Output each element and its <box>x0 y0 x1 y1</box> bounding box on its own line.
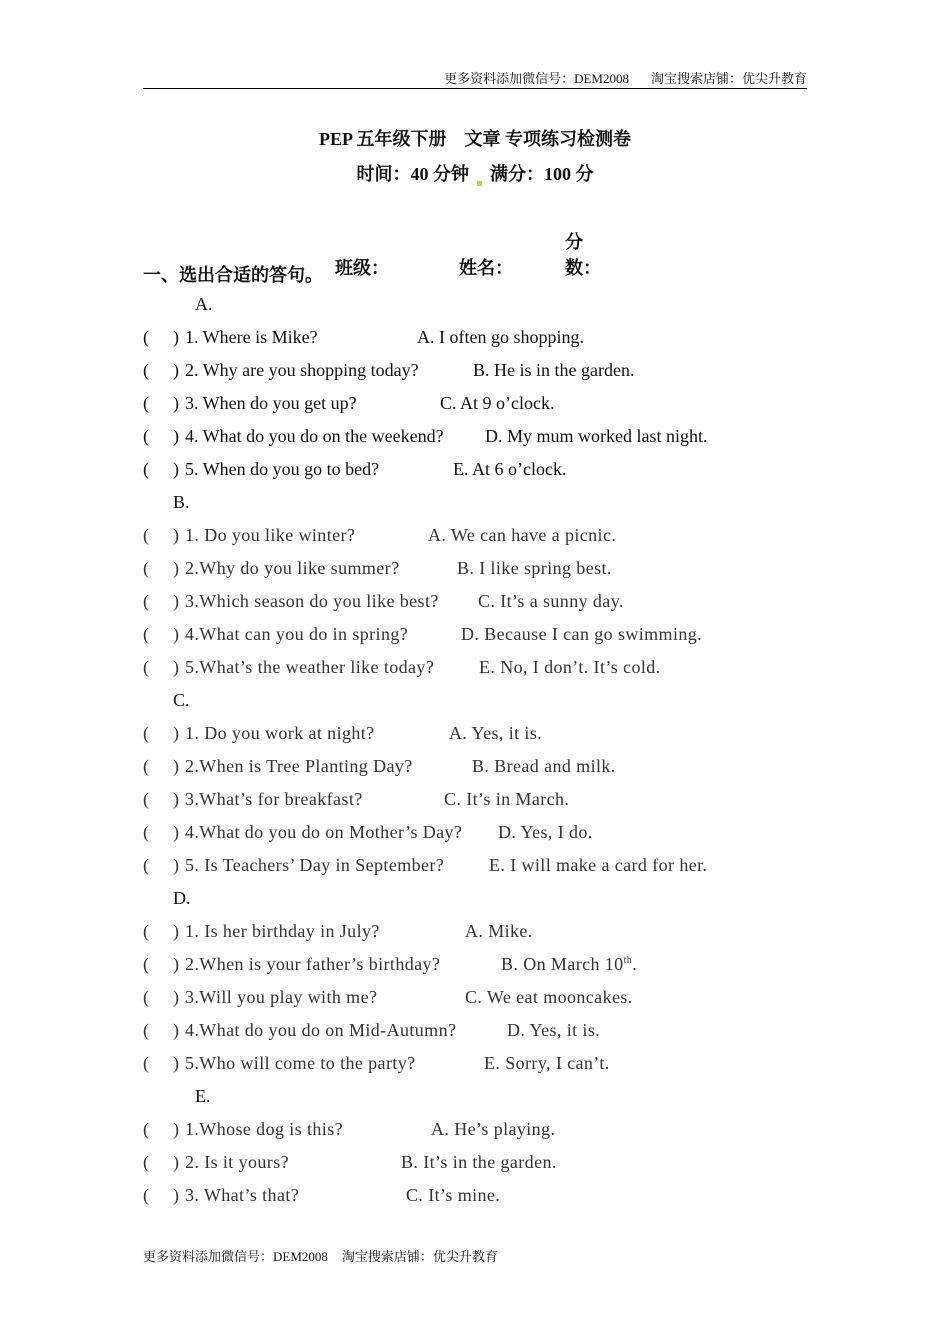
answer-option <box>428 525 616 546</box>
answer-option-text: E. I will make a card for her. <box>489 855 708 875</box>
answer-blank-close: ) <box>173 657 180 677</box>
question-row <box>143 525 763 549</box>
question-row <box>143 657 763 681</box>
question-row <box>143 1053 763 1077</box>
answer-blank-close: ) <box>173 921 180 941</box>
answer-option <box>449 723 542 744</box>
answer-blank-close: ) <box>173 756 180 776</box>
answer-option <box>479 657 661 678</box>
name-field[interactable]: 姓名： <box>459 258 513 278</box>
answer-blank-close: ) <box>173 723 180 743</box>
answer-blank-close: ) <box>173 954 180 974</box>
answer-option <box>498 822 593 843</box>
answer-blank-close: ) <box>173 1185 180 1205</box>
question-row <box>143 360 763 384</box>
question-text: 3.Which season do you like best? <box>185 591 439 611</box>
answer-option-text: B. On March 10 <box>501 954 624 974</box>
answer-blank-close: ) <box>173 459 179 479</box>
question-text: 5.Who will come to the party? <box>185 1053 416 1073</box>
answer-option <box>457 558 612 579</box>
answer-blank-close: ) <box>173 1020 180 1040</box>
question-text: 1. Do you like winter? <box>185 525 356 545</box>
answer-option <box>478 591 624 612</box>
question-row <box>143 921 763 945</box>
answer-blank-close: ) <box>173 558 180 578</box>
question-text: 1.Whose dog is this? <box>185 1119 343 1139</box>
answer-option-text: D. Because I can go swimming. <box>461 624 703 644</box>
answer-option <box>473 360 634 381</box>
question-row <box>143 987 763 1011</box>
question-row <box>143 756 763 780</box>
answer-option-text: C. At 9 o’clock. <box>440 393 555 413</box>
group-label: E. <box>195 1086 211 1106</box>
question-text: 3. What’s that? <box>185 1185 300 1205</box>
answer-blank-open[interactable]: ( <box>143 756 150 776</box>
question-text: 1. Do you work at night? <box>185 723 375 743</box>
answer-option <box>484 1053 610 1074</box>
question-text: 2.Why do you like summer? <box>185 558 400 578</box>
time-limit: 时间：40 分钟 <box>356 164 469 184</box>
answer-blank-open[interactable]: ( <box>143 624 150 644</box>
answer-blank-open[interactable]: ( <box>143 822 150 842</box>
answer-blank-open[interactable]: ( <box>143 1185 150 1205</box>
answer-blank-close: ) <box>173 1152 180 1172</box>
answer-blank-open[interactable]: ( <box>143 591 150 611</box>
answer-blank-open[interactable]: ( <box>143 1119 150 1139</box>
answer-blank-close: ) <box>173 987 180 1007</box>
answer-option-text: A. We can have a picnic. <box>428 525 617 545</box>
answer-option-text: E. No, I don’t. It’s cold. <box>479 657 661 677</box>
group-label: A. <box>195 294 213 314</box>
question-text: 2. Why are you shopping today? <box>185 360 419 380</box>
header-wechat: 更多资料添加微信号：DEM2008 <box>444 71 629 86</box>
answer-blank-open[interactable]: ( <box>143 459 149 479</box>
answer-option <box>406 1185 500 1206</box>
answer-blank-close: ) <box>173 855 180 875</box>
question-text: 3.What’s for breakfast? <box>185 789 363 809</box>
answer-option-text: A. Yes, it is. <box>449 723 543 743</box>
question-text: 4.What can you do in spring? <box>185 624 409 644</box>
answer-blank-open[interactable]: ( <box>143 525 150 545</box>
question-text: 4.What do you do on Mother’s Day? <box>185 822 463 842</box>
question-row <box>143 822 763 846</box>
answer-blank-open[interactable]: ( <box>143 987 150 1007</box>
question-row <box>143 1152 763 1176</box>
answer-blank-open[interactable]: ( <box>143 393 149 413</box>
answer-option-text: B. He is in the garden. <box>473 360 635 380</box>
answer-blank-open[interactable]: ( <box>143 789 150 809</box>
answer-option-text: D. My mum worked last night. <box>485 426 708 446</box>
answer-blank-open[interactable]: ( <box>143 954 150 974</box>
answer-blank-close: ) <box>173 1119 180 1139</box>
answer-blank-close: ) <box>173 393 179 413</box>
question-row <box>143 591 763 615</box>
answer-blank-close: ) <box>173 426 179 446</box>
answer-blank-open[interactable]: ( <box>143 360 149 380</box>
answer-option-text: C. We eat mooncakes. <box>465 987 633 1007</box>
group-label: C. <box>173 690 190 710</box>
ordinal-suffix: th <box>623 955 633 966</box>
page-footer <box>143 1246 512 1265</box>
answer-blank-open[interactable]: ( <box>143 723 150 743</box>
answer-option-text: A. He’s playing. <box>431 1119 556 1139</box>
answer-blank-open[interactable]: ( <box>143 1152 150 1172</box>
answer-option <box>472 756 616 777</box>
answer-blank-open[interactable]: ( <box>143 1020 150 1040</box>
answer-blank-close: ) <box>173 327 179 347</box>
question-text: 5. Is Teachers’ Day in September? <box>185 855 445 875</box>
answer-option-text: C. It’s in March. <box>444 789 570 809</box>
exam-meta <box>0 160 950 186</box>
question-text: 2. Is it yours? <box>185 1152 289 1172</box>
answer-option <box>440 393 555 414</box>
answer-blank-open[interactable]: ( <box>143 921 150 941</box>
question-text: 2.When is Tree Planting Day? <box>185 756 413 776</box>
question-row <box>143 459 763 483</box>
answer-option <box>489 855 707 876</box>
page-header <box>143 70 807 89</box>
group-label: B. <box>173 492 190 512</box>
answer-option-text: E. Sorry, I can’t. <box>484 1053 610 1073</box>
question-row <box>143 1020 763 1044</box>
answer-option <box>431 1119 555 1140</box>
question-text: 4.What do you do on Mid-Autumn? <box>185 1020 457 1040</box>
answer-option-text: A. Mike. <box>465 921 533 941</box>
group-label: D. <box>173 888 191 908</box>
question-row <box>143 954 763 978</box>
question-row <box>143 789 763 813</box>
score-field[interactable]: 分数： <box>565 232 601 278</box>
answer-blank-close: ) <box>173 822 180 842</box>
question-text: 3.Will you play with me? <box>185 987 378 1007</box>
answer-blank-close: ) <box>173 1053 180 1073</box>
answer-option <box>501 954 637 975</box>
answer-blank-close: ) <box>173 789 180 809</box>
question-row <box>143 723 763 747</box>
question-text: 2.When is your father’s birthday? <box>185 954 441 974</box>
question-row <box>143 327 763 351</box>
answer-option <box>465 921 533 942</box>
footer-wechat: 更多资料添加微信号：DEM2008 <box>143 1249 328 1264</box>
answer-tail: . <box>632 954 638 974</box>
footer-shop: 淘宝搜索店铺：优尖升教育 <box>341 1249 498 1264</box>
question-text: 5. When do you go to bed? <box>185 459 380 479</box>
answer-option <box>417 327 584 348</box>
answer-option-text: E. At 6 o’clock. <box>453 459 567 479</box>
answer-option-text: A. I often go shopping. <box>417 327 584 347</box>
question-text: 1. Where is Mike? <box>185 327 318 347</box>
question-row <box>143 624 763 648</box>
answer-option <box>507 1020 600 1041</box>
header-shop: 淘宝搜索店铺：优尖升教育 <box>650 71 807 86</box>
section-heading: 一、选出合适的答句。 <box>143 265 323 285</box>
question-text: 3. When do you get up? <box>185 393 357 413</box>
full-score: 满分：100 分 <box>490 164 594 184</box>
class-field[interactable]: 班级： <box>335 258 389 278</box>
question-row <box>143 558 763 582</box>
answer-blank-open[interactable]: ( <box>143 657 150 677</box>
answer-option <box>485 426 708 447</box>
question-text: 5.What’s the weather like today? <box>185 657 435 677</box>
decorative-dot <box>477 181 482 186</box>
answer-option-text: B. I like spring best. <box>457 558 612 578</box>
question-row <box>143 855 763 879</box>
answer-option-text: D. Yes, it is. <box>507 1020 601 1040</box>
answer-option <box>461 624 702 645</box>
answer-option-text: C. It’s mine. <box>406 1185 501 1205</box>
answer-blank-close: ) <box>173 624 180 644</box>
answer-blank-close: ) <box>173 360 179 380</box>
answer-blank-close: ) <box>173 591 180 611</box>
answer-blank-open[interactable]: ( <box>143 855 150 875</box>
answer-option <box>444 789 569 810</box>
question-row <box>143 1185 763 1209</box>
answer-option-text: B. Bread and milk. <box>472 756 616 776</box>
answer-blank-open[interactable]: ( <box>143 1053 150 1073</box>
answer-option-text: C. It’s a sunny day. <box>478 591 624 611</box>
page-title: PEP 五年级下册 文章 专项练习检测卷 <box>318 129 631 149</box>
answer-option <box>465 987 633 1008</box>
question-row <box>143 426 763 450</box>
question-row <box>143 393 763 417</box>
answer-option-text: B. It’s in the garden. <box>401 1152 557 1172</box>
answer-option <box>453 459 566 480</box>
question-text: 1. Is her birthday in July? <box>185 921 380 941</box>
question-text: 4. What do you do on the weekend? <box>185 426 444 446</box>
answer-blank-open[interactable]: ( <box>143 426 149 446</box>
question-row <box>143 1119 763 1143</box>
answer-blank-open[interactable]: ( <box>143 558 150 578</box>
answer-blank-close: ) <box>173 525 180 545</box>
answer-blank-open[interactable]: ( <box>143 327 149 347</box>
answer-option-text: D. Yes, I do. <box>498 822 593 842</box>
answer-option <box>401 1152 557 1173</box>
